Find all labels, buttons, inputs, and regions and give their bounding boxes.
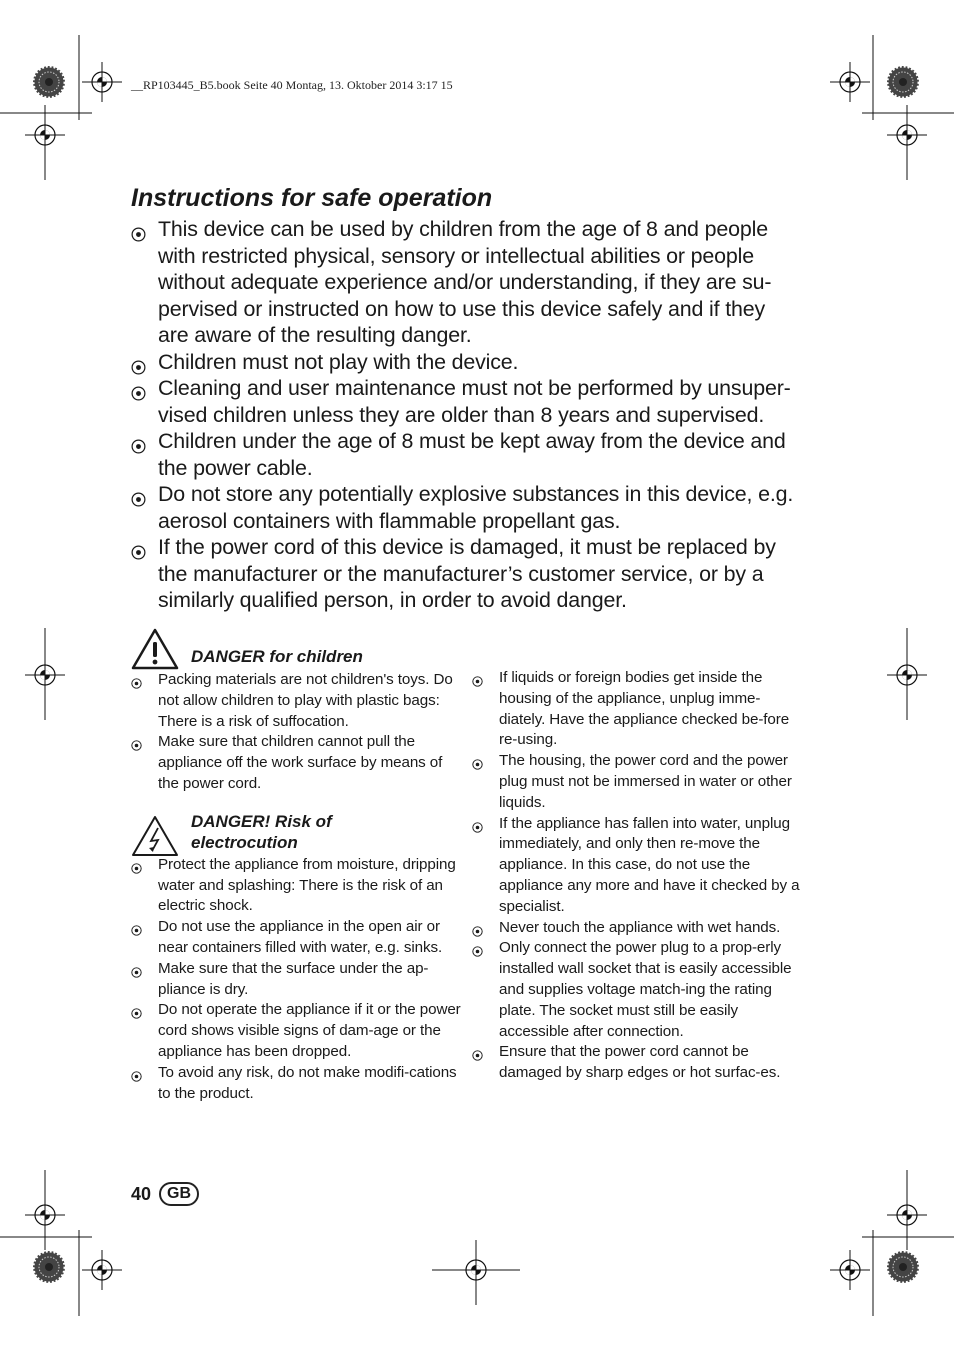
safety-instructions-list — [131, 216, 801, 614]
electric-hazard-icon — [131, 815, 179, 857]
bullet-icon — [131, 381, 146, 396]
bullet-icon — [131, 487, 146, 502]
bullet-icon — [131, 675, 142, 686]
bullet-icon — [131, 540, 146, 555]
bullet-icon — [472, 756, 483, 767]
book-file-info: __RP103445_B5.book Seite 40 Montag, 13. Oktober 2014 3:17 15 — [131, 78, 453, 92]
warning-triangle-icon — [131, 628, 179, 670]
list-item: The housing, the power cord and the power plug must not be immersed in water or other liquids. — [472, 751, 802, 813]
danger-children-block — [131, 628, 466, 670]
list-item: If the power cord of this device is damaged, it must be replaced by the manufacturer or the manufacturer’s customer service, or by a similarly qualified person, in order to avoid danger. — [131, 534, 801, 614]
bullet-icon — [131, 222, 146, 237]
page-number: 40 — [131, 1183, 152, 1204]
bullet-icon — [131, 860, 142, 871]
list-item: Protect the appliance from moisture, dripping water and splashing: There is the risk of an electric shock. — [131, 855, 466, 917]
danger-electrocution-title: DANGER! Risk of electrocution — [191, 811, 332, 852]
list-item: Make sure that the surface under the ap-pliance is dry. — [131, 959, 466, 1001]
list-item: Children must not play with the device. — [131, 349, 801, 376]
danger-children-list — [131, 670, 466, 795]
bullet-icon — [472, 923, 483, 934]
bullet-icon — [131, 434, 146, 449]
list-item: Cleaning and user maintenance must not be performed by unsuper-vised children unless they are older than 8 years and supervised. — [131, 375, 801, 428]
bullet-icon — [131, 922, 142, 933]
bullet-icon — [131, 737, 142, 748]
list-item: Packing materials are not children's toys. Do not allow children to play with plastic bags: There is a risk of suffocation. — [131, 670, 466, 732]
bullet-icon — [472, 943, 483, 954]
list-item: Do not store any potentially explosive substances in this device, e.g. aerosol containers with flammable propellant gas. — [131, 481, 801, 534]
general-safety-list — [472, 668, 802, 1084]
danger-electrocution-list — [131, 855, 466, 1105]
left-column — [131, 628, 466, 1104]
list-item: Do not use the appliance in the open air or near containers filled with water, e.g. sinks. — [131, 917, 466, 959]
danger-children-title: DANGER for children — [191, 647, 363, 666]
list-item: To avoid any risk, do not make modifi-cations to the product. — [131, 1063, 466, 1105]
list-item: Do not operate the appliance if it or the power cord shows visible signs of dam-age or the appliance has been dropped. — [131, 1000, 466, 1062]
bullet-icon — [472, 1047, 483, 1058]
danger-electrocution-block — [131, 811, 466, 853]
bullet-icon — [131, 355, 146, 370]
bullet-icon — [472, 673, 483, 684]
list-item: Never touch the appliance with wet hands. — [472, 918, 802, 939]
list-item: If the appliance has fallen into water, unplug immediately, and only then re-move the appliance. In this case, do not use the appliance any more and have it checked by a specialist. — [472, 814, 802, 918]
list-item: This device can be used by children from the age of 8 and people with restricted physical, sensory or intellectual abilities or people without adequate experience and/or understanding, if they are su-pervised or instructed on how to use this device safely and if they are aware of the resulting danger. — [131, 216, 801, 349]
page-footer — [131, 1182, 199, 1206]
list-item: If liquids or foreign bodies get inside the housing of the appliance, unplug imme-diately. Have the appliance checked be-fore re-using. — [472, 668, 802, 751]
bullet-icon — [131, 1068, 142, 1079]
bullet-icon — [472, 819, 483, 830]
country-code-badge: GB — [159, 1182, 199, 1206]
list-item: Children under the age of 8 must be kept away from the device and the power cable. — [131, 428, 801, 481]
list-item: Make sure that children cannot pull the appliance off the work surface by means of the power cord. — [131, 732, 466, 794]
list-item: Only connect the power plug to a prop-erly installed wall socket that is easily accessible and supplies voltage match-ing the rating plate. The socket must still be easily accessible after connection. — [472, 938, 802, 1042]
bullet-icon — [131, 964, 142, 975]
list-item: Ensure that the power cord cannot be damaged by sharp edges or hot surfac-es. — [472, 1042, 802, 1084]
right-column — [472, 668, 802, 1084]
section-title: Instructions for safe operation — [131, 184, 493, 212]
bullet-icon — [131, 1005, 142, 1016]
